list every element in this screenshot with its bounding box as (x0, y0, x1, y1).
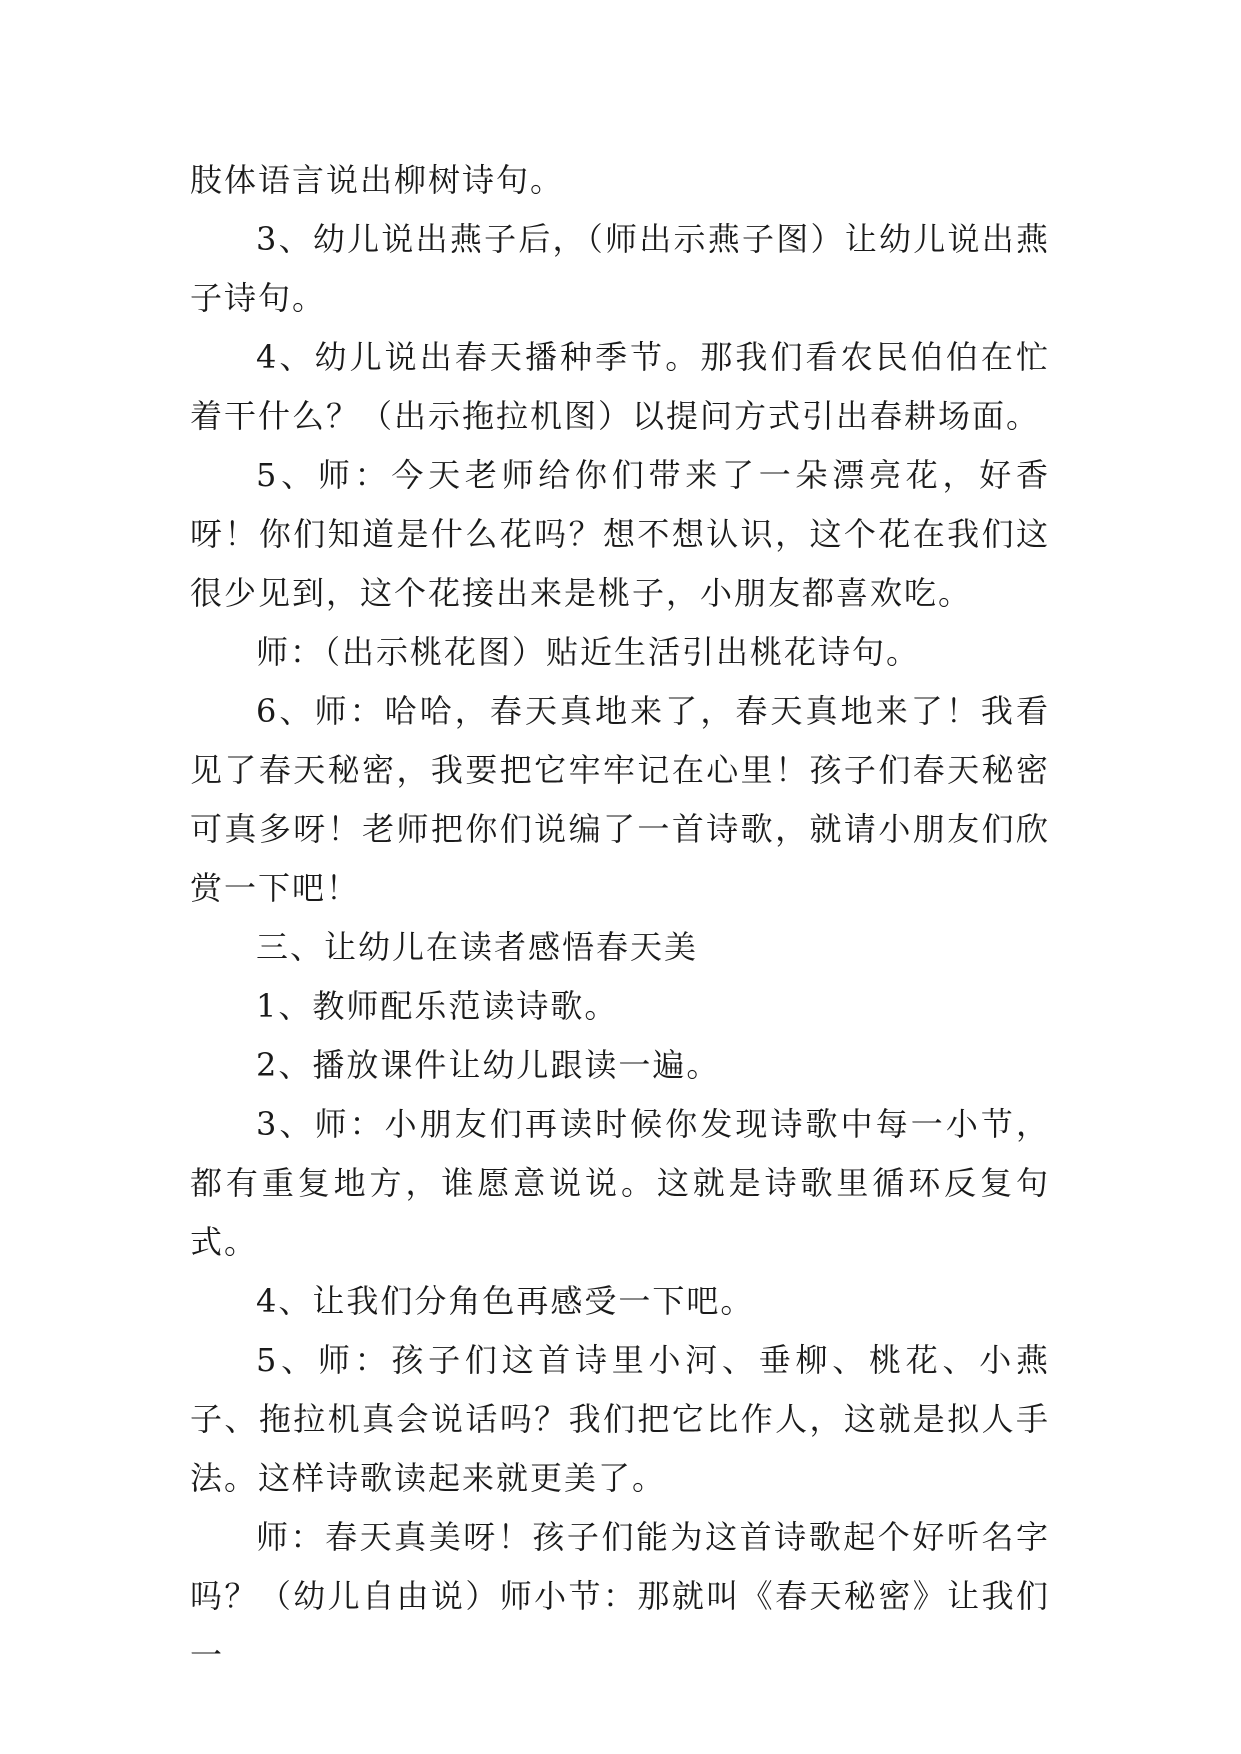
paragraph-body-language: 肢体语言说出柳树诗句。 (190, 161, 565, 199)
paragraph-role-play: 4、让我们分角色再感受一下吧。 (256, 1282, 755, 1320)
paragraph-repetition: 3、师：小朋友们再读时候你发现诗歌中每一小节，都有重复地方，谁愿意说说。这就是诗歌里循环反复句式。 (190, 1105, 1050, 1261)
paragraph-sowing-season: 4、幼儿说出春天播种季节。那我们看农民伯伯在忙着干什么？（出示拖拉机图）以提问方式引出春耕场面。 (190, 338, 1050, 435)
document-body (190, 151, 1050, 1685)
paragraph-model-reading: 1、教师配乐范读诗歌。 (256, 987, 619, 1025)
paragraph-follow-reading: 2、播放课件让幼儿跟读一遍。 (256, 1046, 721, 1084)
paragraph-swallow: 3、幼儿说出燕子后，（师出示燕子图）让幼儿说出燕子诗句。 (190, 220, 1050, 317)
paragraph-naming-poem: 师：春天真美呀！孩子们能为这首诗歌起个好听名字吗？（幼儿自由说）师小节：那就叫《春天秘密》让我们一 (190, 1518, 1050, 1674)
section-heading-reading: 三、让幼儿在读者感悟春天美 (256, 928, 699, 966)
paragraph-spring-secret: 6、师：哈哈，春天真地来了，春天真地来了！我看见了春天秘密，我要把它牢牢记在心里！孩子们春天秘密可真多呀！老师把你们说编了一首诗歌，就请小朋友们欣赏一下吧！ (190, 692, 1050, 907)
paragraph-personification: 5、师：孩子们这首诗里小河、垂柳、桃花、小燕子、拖拉机真会说话吗？我们把它比作人，这就是拟人手法。这样诗歌读起来就更美了。 (190, 1341, 1050, 1497)
paragraph-beautiful-flower: 5、师：今天老师给你们带来了一朵漂亮花，好香呀！你们知道是什么花吗？想不想认识，这个花在我们这很少见到，这个花接出来是桃子，小朋友都喜欢吃。 (190, 456, 1050, 612)
paragraph-peach-blossom: 师：（出示桃花图）贴近生活引出桃花诗句。 (256, 633, 921, 671)
